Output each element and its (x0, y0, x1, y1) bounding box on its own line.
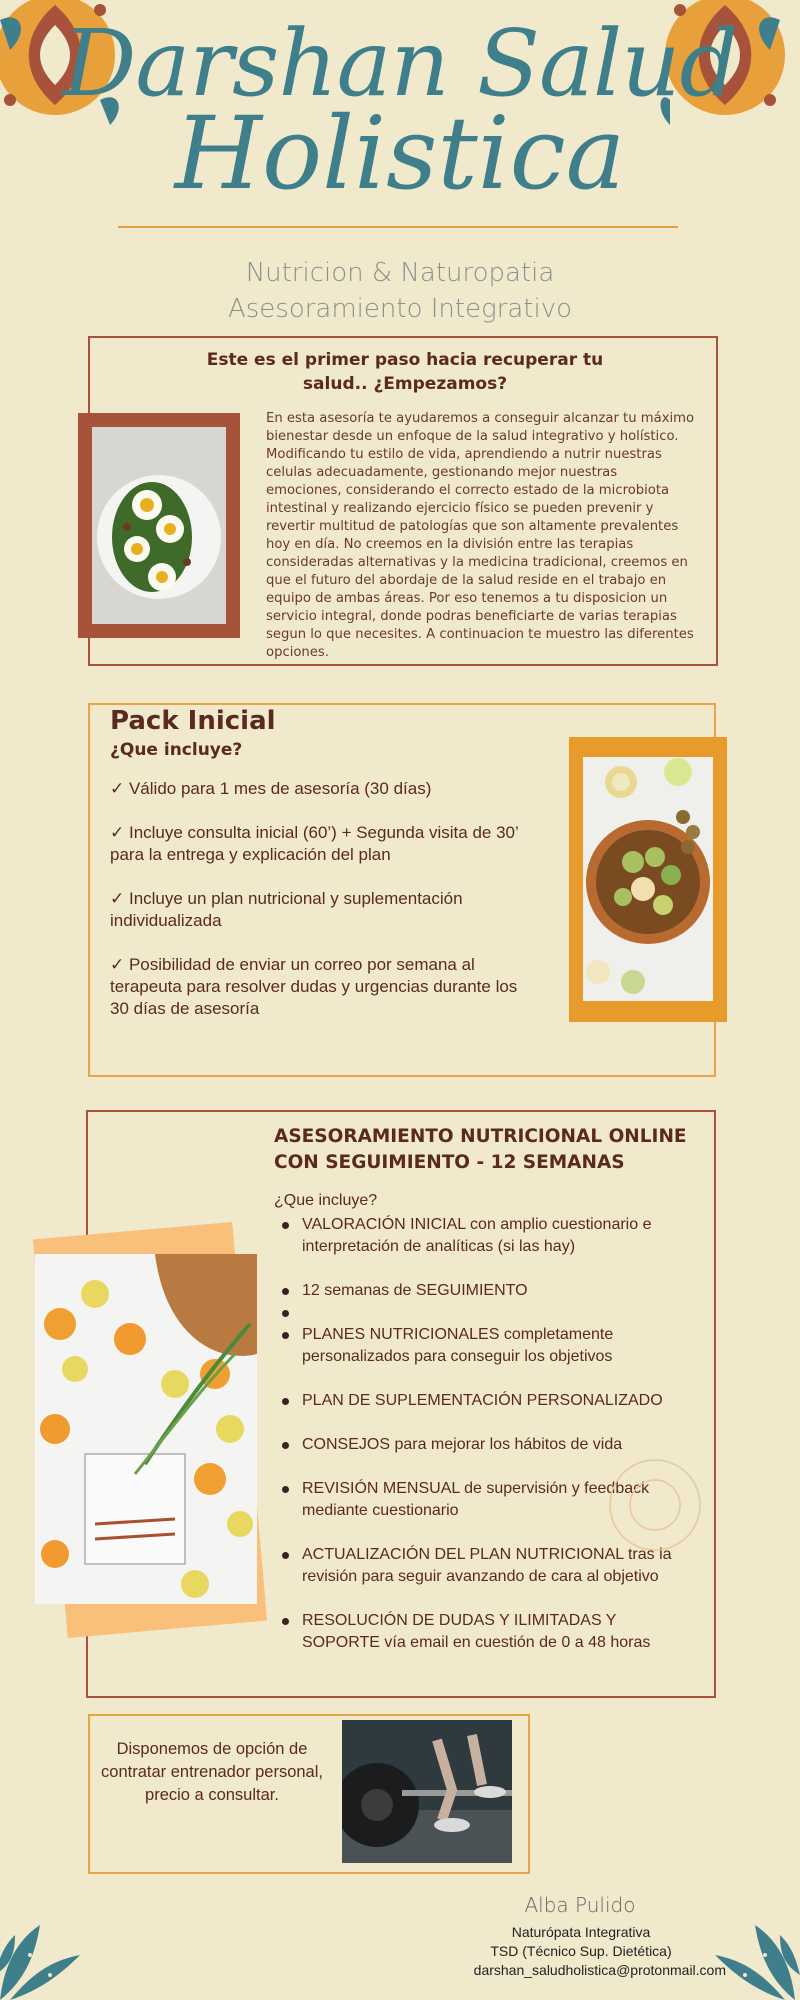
title-divider (118, 226, 678, 228)
footer-role: Naturópata Integrativa (511, 1924, 651, 1940)
list-item: CONSEJOS para mejorar los hábitos de vida (274, 1434, 694, 1456)
subtitle-line-2: Asesoramiento Integrativo (227, 294, 573, 324)
footer-email[interactable]: darshan_saludholistica@protonmail.com (473, 1962, 726, 1978)
pack-item: ✓ Incluye consulta inicial (60’) + Segunda visita de 30’ para la entrega y explicación del plan (110, 823, 519, 864)
decorative-circle-icon (600, 1450, 710, 1560)
leaf-ornament-bottom-left-icon (0, 1915, 85, 2000)
title-line-2: Holistica (174, 95, 626, 212)
list-item: RESOLUCIÓN DE DUDAS Y ILIMITADAS Y SOPORTE vía email en cuestión de 0 a 48 horas (274, 1610, 694, 1654)
online-subtitle: ¿Que incluye? (274, 1192, 378, 1209)
salad-photo-icon (92, 427, 226, 624)
pack-title: Pack Inicial (110, 706, 276, 736)
page-title (60, 0, 740, 212)
trainer-text: Disponemos de opción de contratar entrenador personal, precio a consultar. (101, 1740, 323, 1804)
pack-item: ✓ Válido para 1 mes de asesoría (30 días) (110, 779, 432, 798)
leaf-ornament-bottom-right-icon (715, 1915, 800, 2000)
intro-heading: Este es el primer paso hacia recuperar tu salud.. ¿Empezamos? (206, 350, 604, 394)
workout-photo-icon (342, 1720, 512, 1863)
pack-item: ✓ Posibilidad de enviar un correo por semana al terapeuta para resolver dudas y urgencias durante los 30 días de asesoría (110, 955, 518, 1018)
list-item (274, 1302, 694, 1324)
citrus-notebook-photo-icon (35, 1254, 257, 1604)
footer-degree: TSD (Técnico Sup. Dietética) (490, 1943, 672, 1959)
title-line-1: Darshan Salud (62, 10, 738, 117)
fruit-bowl-photo-icon (583, 757, 713, 1001)
list-item: ACTUALIZACIÓN DEL PLAN NUTRICIONAL tras la revisión para seguir avanzando de cara al objetivo (274, 1544, 694, 1588)
list-item: VALORACIÓN INICIAL con amplio cuestionario e interpretación de analíticas (si las hay) (274, 1214, 694, 1258)
online-title: ASESORAMIENTO NUTRICIONAL ONLINE CON SEGUIMIENTO - 12 SEMANAS (274, 1126, 687, 1173)
intro-photo-frame (78, 413, 240, 638)
intro-body: En esta asesoría te ayudaremos a conseguir alcanzar tu máximo bienestar desde un enfoque de la salud integrativo y holístico. Modificando tu estilo de vida, aprendiendo a nutrir nuestras celulas adecuadamente, gestionando mejor nuestras emociones, considerando el correcto estado de la microbiota intestinal y realizando ejercicio físico se pueden prevenir y revertir multitud de patologías que son altamente prevalentes hoy en día. No creemos en la división entre las terapias consideradas alternativas y la medicina tradicional, creemos en que el futuro del abordaje de la salud reside en el trabajo en equipo de ambas áreas. Por eso tenemos a tu disposicion un servicio integral, donde podras beneficiarte de varias terapias segun lo que necesites. A continuacion te muestro las diferentes opciones. (266, 411, 695, 660)
subtitle-line-1: Nutricion & Naturopatia (245, 258, 555, 288)
online-list (274, 1214, 694, 1654)
list-item: REVISIÓN MENSUAL de supervisión y feedback mediante cuestionario (274, 1478, 694, 1522)
pack-photo-frame (569, 737, 727, 1022)
list-item: 12 semanas de SEGUIMIENTO (274, 1280, 694, 1302)
list-item: PLANES NUTRICIONALES completamente personalizados para conseguir los objetivos (274, 1324, 694, 1368)
footer-name: Alba Pulido (524, 1893, 636, 1917)
pack-subtitle: ¿Que incluye? (110, 740, 243, 760)
pack-item: ✓ Incluye un plan nutricional y suplementación individualizada (110, 889, 463, 930)
list-item: PLAN DE SUPLEMENTACIÓN PERSONALIZADO (274, 1390, 694, 1412)
